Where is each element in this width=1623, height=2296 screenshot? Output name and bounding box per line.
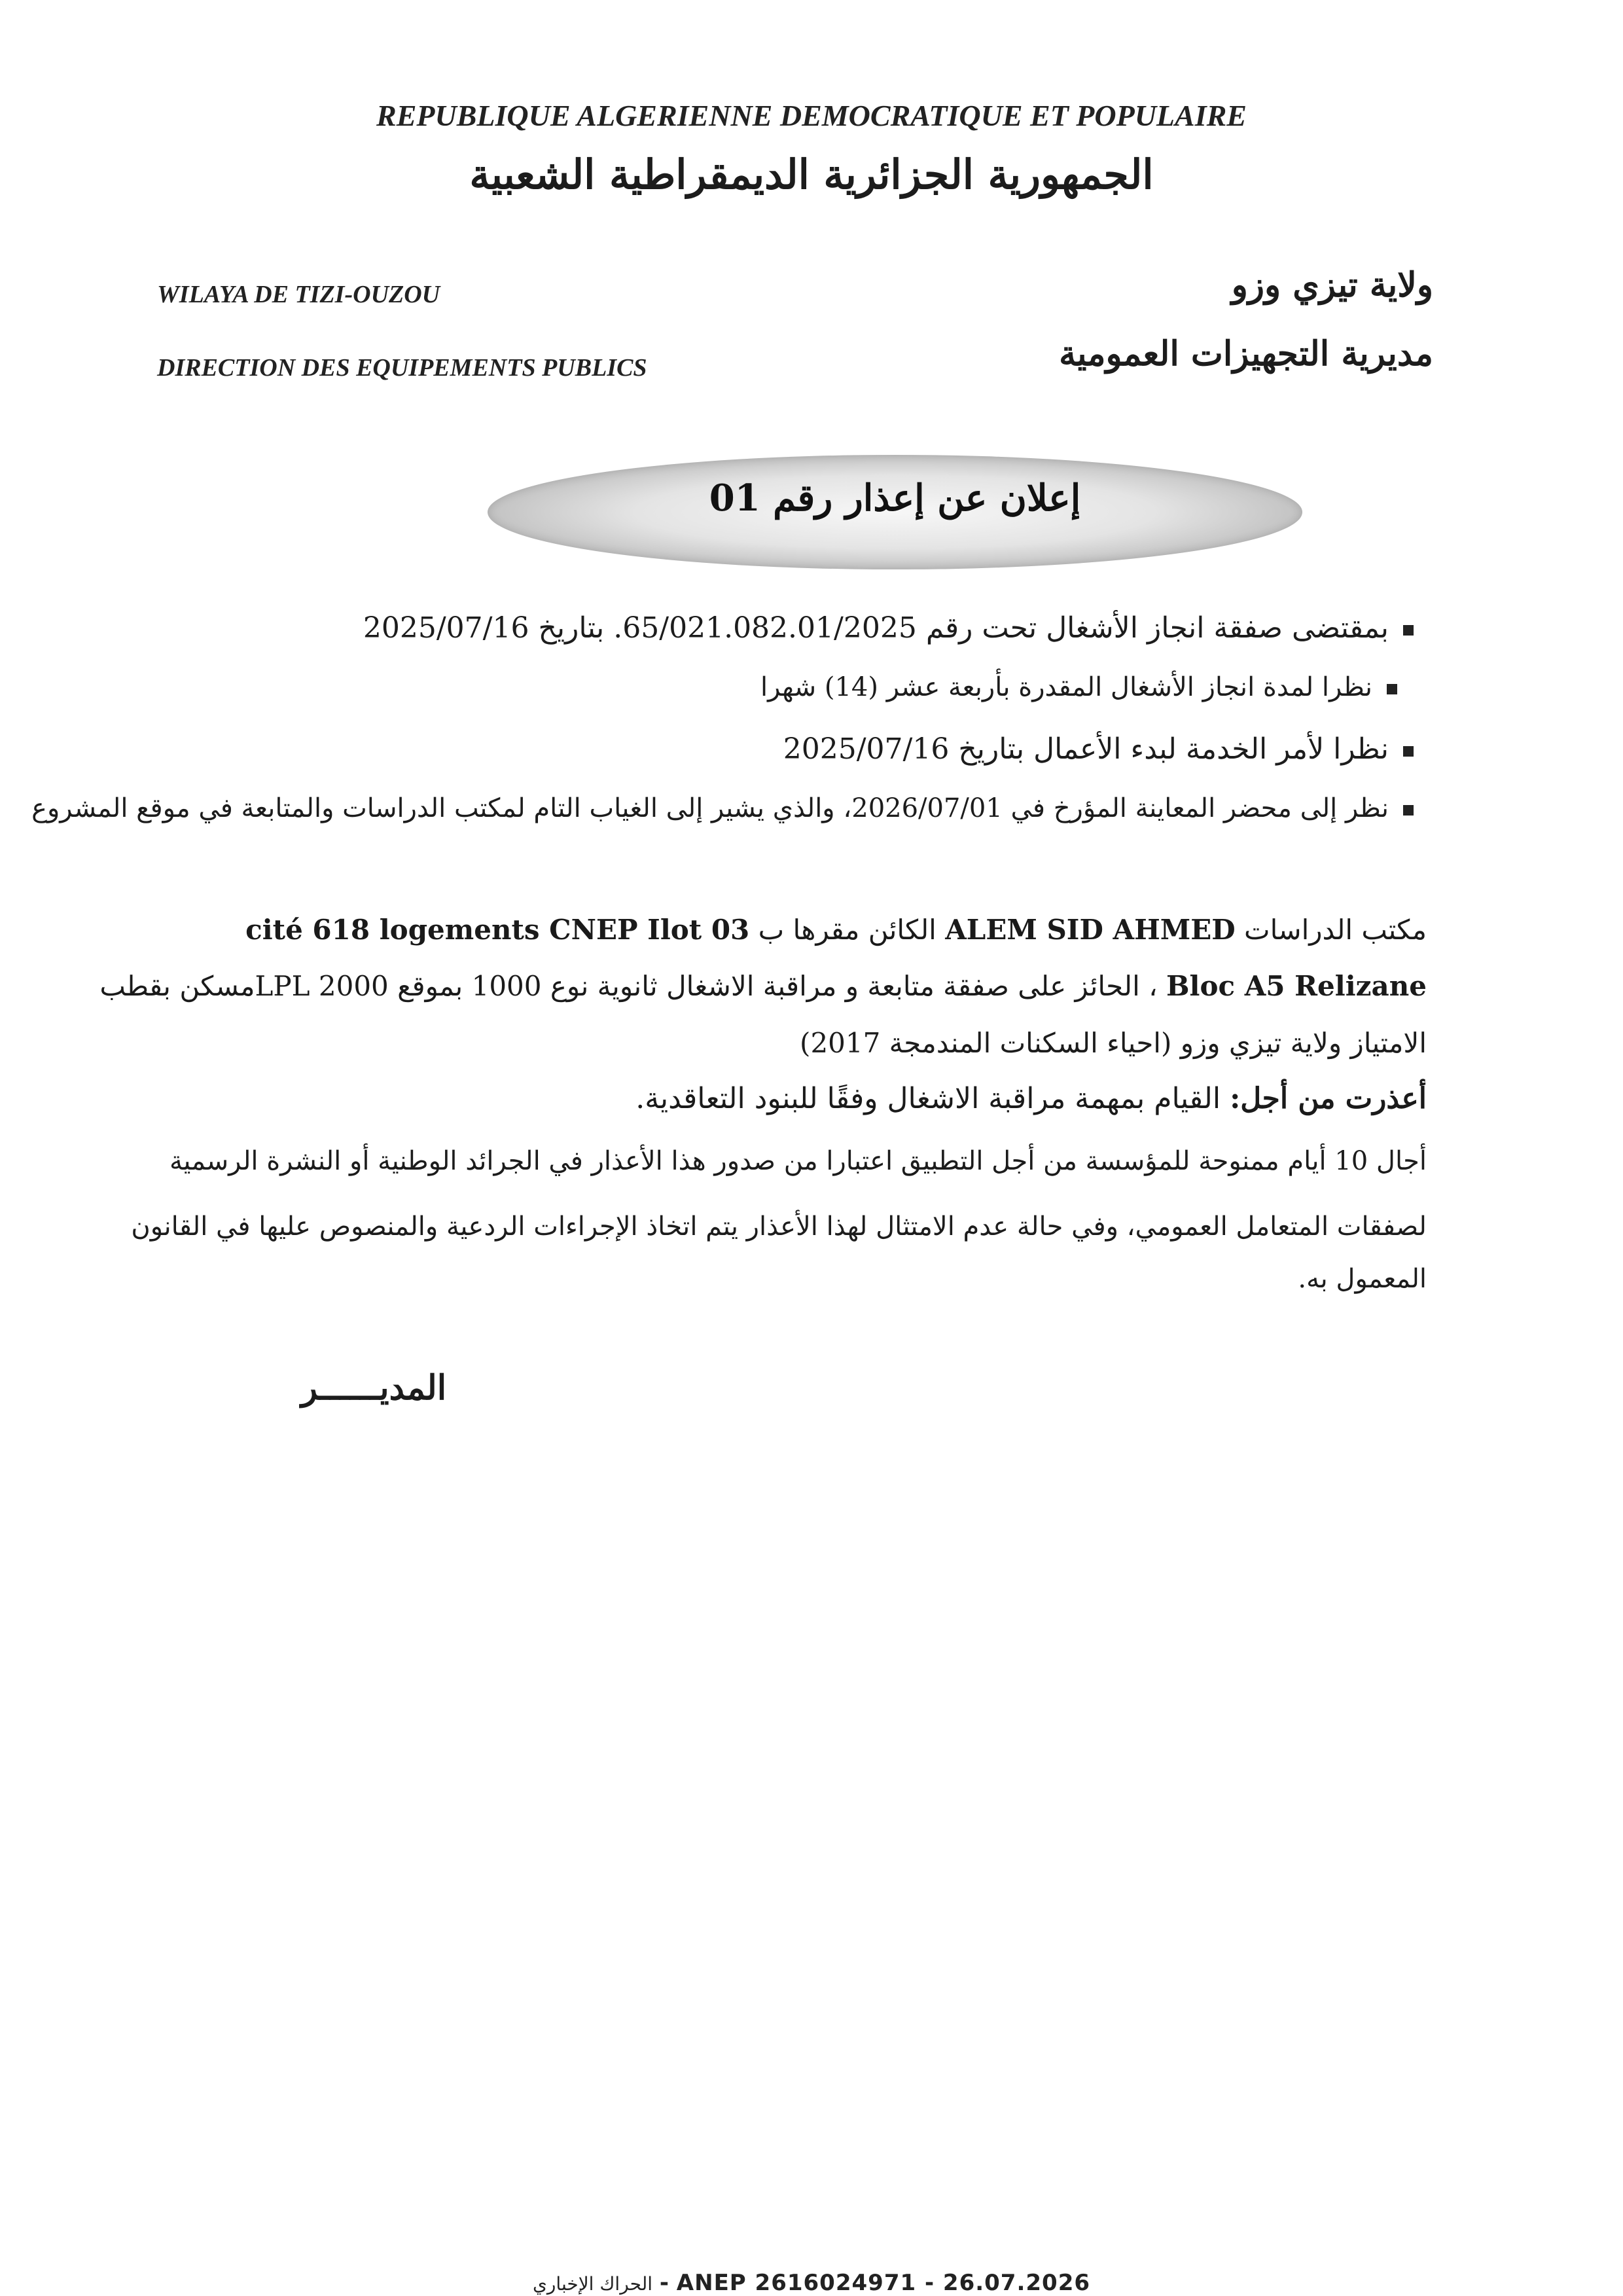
wilaya-fr: WILAYA DE TIZI-OUZOU (157, 281, 440, 308)
square-bullet-icon (1403, 805, 1414, 816)
footer-tag: الحراك الإخباري (532, 2273, 653, 2295)
body-line-4 (635, 1080, 1427, 1118)
republic-title-fr: REPUBLIQUE ALGERIENNE DEMOCRATIQUE ET POPULAIRE (376, 99, 1247, 132)
bullet-item (363, 609, 1414, 648)
body-line-2 (99, 967, 1427, 1005)
footer (0, 2270, 1623, 2296)
footer-reference: - ANEP 2616024971 - 26.07.2026 (659, 2270, 1091, 2296)
square-bullet-icon (1387, 684, 1397, 694)
bullet-text: نظر إلى محضر المعاينة المؤرخ في 2026/07/01، والذي يشير إلى الغياب التام لمكتب الدراسات والمتابعة في موقع المشروع (31, 793, 1389, 823)
bullet-text: بمقتضى صفقة انجاز الأشغال تحت رقم 65/021.082.01/2025. بتاريخ 2025/07/16 (363, 611, 1389, 645)
bullet-item (783, 730, 1414, 769)
republic-title-ar: الجمهورية الجزائرية الديمقراطية الشعبية (469, 151, 1154, 198)
bullet-text: نظرا لمدة انجاز الأشغال المقدرة بأربعة عشر (14) شهرا (760, 672, 1372, 702)
body-text: الكائن مقرها ب (758, 914, 936, 946)
bullet-item (760, 668, 1397, 707)
company-address: Bloc A5 Relizane (1166, 970, 1427, 1002)
body-line-7: المعمول به. (1298, 1264, 1427, 1294)
direction-ar: مديرية التجهيزات العمومية (1059, 334, 1433, 374)
direction-fr: DIRECTION DES EQUIPEMENTS PUBLICS (157, 354, 647, 382)
signature-director: المديــــــر (301, 1368, 447, 1408)
body-text: مكتب الدراسات (1244, 914, 1427, 946)
square-bullet-icon (1403, 625, 1414, 636)
body-text-bold: أعذرت من أجل: (1230, 1082, 1427, 1115)
body-text: ، الحائز على صفقة متابعة و مراقبة الاشغال ثانوية نوع 1000 بموقع 2000 LPLمسكن بقطب (99, 970, 1158, 1002)
wilaya-ar: ولاية تيزي وزو (1231, 265, 1433, 305)
bullet-text: نظرا لأمر الخدمة لبدء الأعمال بتاريخ 2025/07/16 (783, 732, 1389, 766)
bullet-item (31, 789, 1414, 828)
body-line-3: الامتياز ولاية تيزي وزو (احياء السكنات المندمجة 2017) (800, 1027, 1427, 1059)
body-text: القيام بمهمة مراقبة الاشغال وفقًا للبنود التعاقدية. (635, 1082, 1221, 1115)
body-line-5: أجال 10 أيام ممنوحة للمؤسسة من أجل التطبيق اعتبارا من صدور هذا الأعذار في الجرائد الوطنية أو النشرة الرسمية (169, 1146, 1427, 1176)
notice-title: إعلان عن إعذار رقم 01 (709, 476, 1081, 520)
company-name: ALEM SID AHMED (945, 914, 1236, 946)
body-line-6: لصفقات المتعامل العمومي، وفي حالة عدم الامتثال لهذا الأعذار يتم اتخاذ الإجراءات الردعية والمنصوص عليها في القانون (131, 1211, 1427, 1242)
company-address: cité 618 logements CNEP Ilot 03 (245, 914, 750, 946)
square-bullet-icon (1403, 746, 1414, 757)
body-line-1 (245, 911, 1427, 949)
